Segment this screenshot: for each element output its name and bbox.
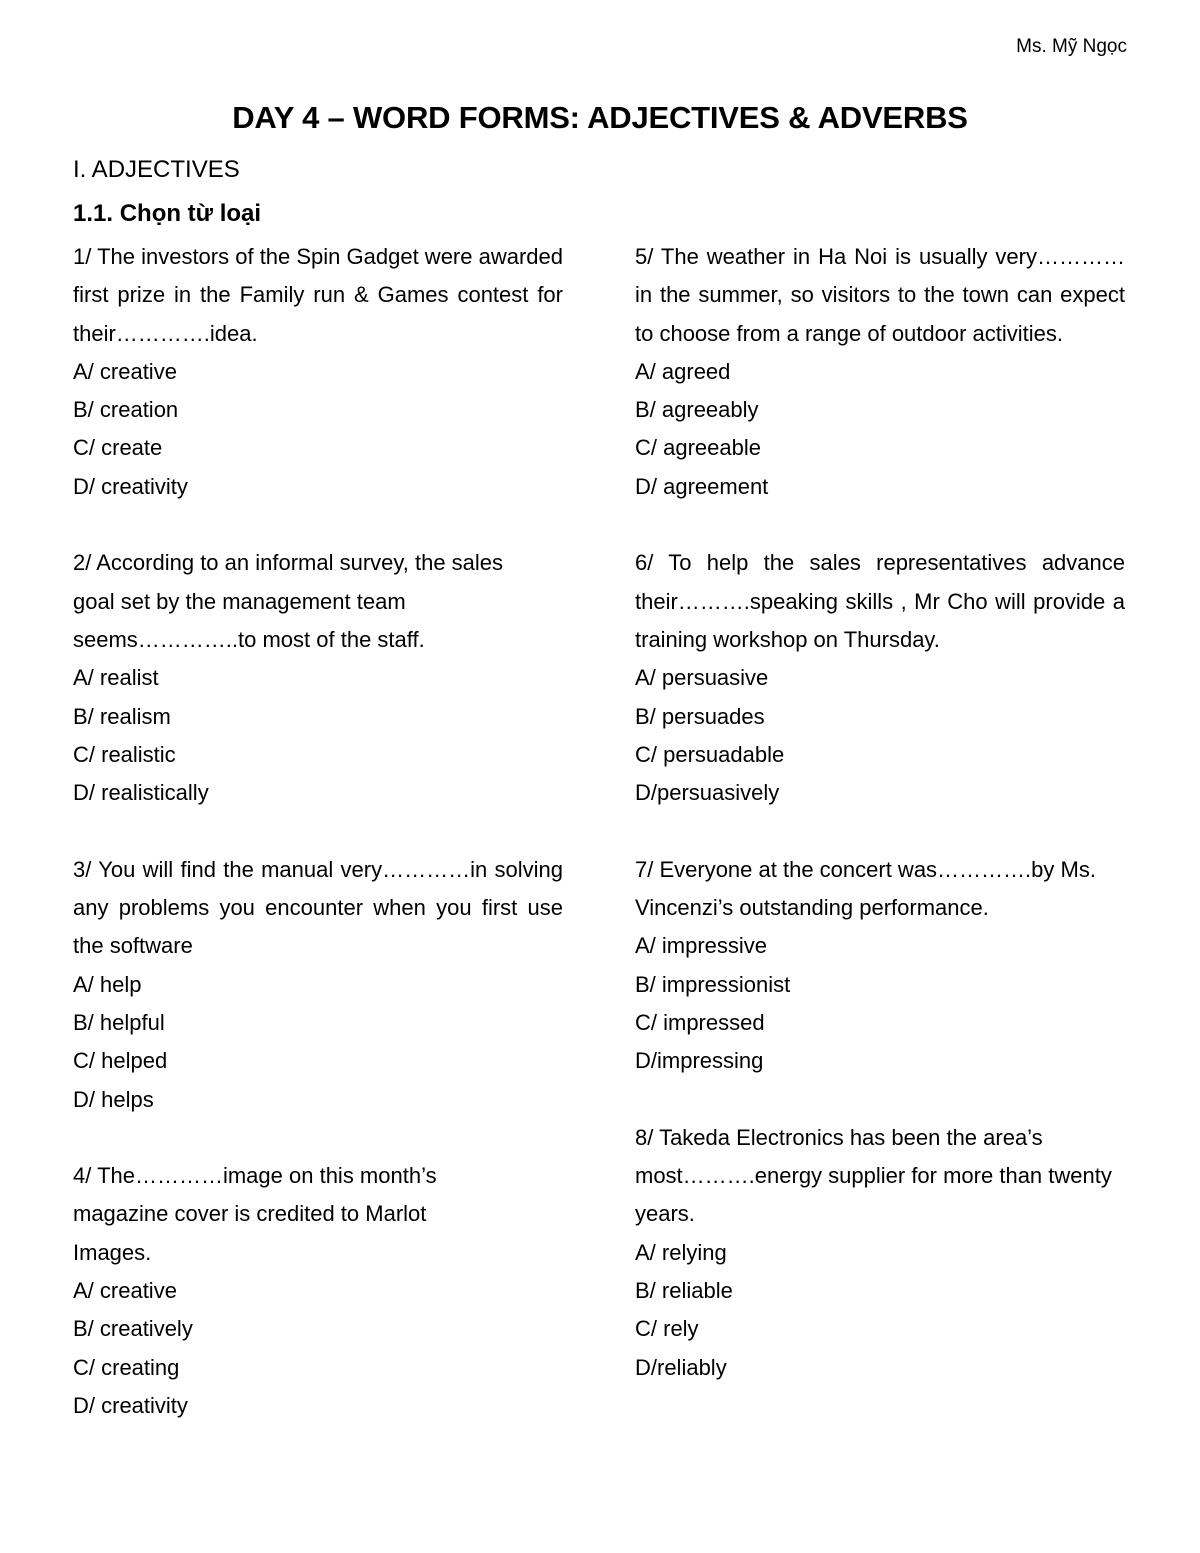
question-text: 8/ Takeda Electronics has been the area’s most……….energy supplier for more than twenty years. <box>635 1124 1112 1227</box>
option-c: C/ persuadable <box>635 741 785 767</box>
option-a: A/ creative <box>73 358 177 384</box>
option-d: D/persuasively <box>635 780 780 806</box>
right-column <box>635 238 1125 1387</box>
option-b: B/ creation <box>73 397 179 423</box>
option-c: C/ creating <box>73 1354 180 1380</box>
option-d: D/ agreement <box>635 473 769 499</box>
question-5 <box>635 238 1125 506</box>
option-b: B/ reliable <box>635 1278 733 1304</box>
question-text: 1/ The investors of the Spin Gadget were awarded first prize in the Family run & Games contest for their………….idea. <box>73 244 563 346</box>
option-b: B/ persuades <box>635 703 765 729</box>
option-a: A/ agreed <box>635 358 731 384</box>
question-text: 3/ You will find the manual very…………in solving any problems you encounter when you first use the software <box>73 856 563 959</box>
option-a: A/ help <box>73 971 142 997</box>
option-c: C/ impressed <box>635 1009 765 1035</box>
subsection-heading: 1.1. Chọn từ loại <box>73 200 262 227</box>
option-b: B/ agreeably <box>635 397 759 423</box>
question-text: 6/ To help the sales representatives advance their……….speaking skills , Mr Cho will provide a training workshop on Thursday. <box>635 550 1125 652</box>
option-c: C/ realistic <box>73 741 176 767</box>
question-8 <box>635 1119 1125 1387</box>
option-d: D/ realistically <box>73 780 209 806</box>
option-a: A/ relying <box>635 1239 727 1265</box>
option-b: B/ creatively <box>73 1316 193 1342</box>
question-text: 2/ According to an informal survey, the sales goal set by the management team seems…………..to most of the staff. <box>73 550 504 652</box>
option-a: A/ realist <box>73 665 159 691</box>
option-d: D/ helps <box>73 1086 154 1112</box>
question-text: 7/ Everyone at the concert was………….by Ms. Vincenzi’s outstanding performance. <box>635 856 1096 921</box>
option-d: D/impressing <box>635 1048 764 1074</box>
question-1 <box>73 238 563 506</box>
option-a: A/ impressive <box>635 933 768 959</box>
option-a: A/ creative <box>73 1278 177 1304</box>
option-c: C/ agreeable <box>635 435 761 461</box>
left-column <box>73 238 563 1425</box>
question-text: 5/ The weather in Ha Noi is usually very…………in the summer, so visitors to the town can expect to choose from a range of outdoor activities. <box>635 244 1125 346</box>
option-c: C/ rely <box>635 1316 699 1342</box>
section-heading: I. ADJECTIVES <box>73 156 240 183</box>
question-text: 4/ The…………image on this month’s magazine cover is credited to Marlot Images. <box>73 1163 437 1265</box>
option-c: C/ helped <box>73 1048 168 1074</box>
question-6 <box>635 544 1125 812</box>
option-b: B/ impressionist <box>635 971 791 997</box>
page-header-author: Ms. Mỹ Ngọc <box>1016 36 1127 57</box>
option-d: D/ creativity <box>73 473 188 499</box>
question-7 <box>635 851 1125 1081</box>
option-a: A/ persuasive <box>635 665 769 691</box>
option-d: D/reliably <box>635 1354 727 1380</box>
option-b: B/ helpful <box>73 1009 165 1035</box>
page-title: DAY 4 – WORD FORMS: ADJECTIVES & ADVERBS <box>232 100 968 135</box>
question-3 <box>73 851 563 1119</box>
option-d: D/ creativity <box>73 1392 188 1418</box>
question-2 <box>73 544 563 812</box>
option-c: C/ create <box>73 435 163 461</box>
question-4 <box>73 1157 563 1425</box>
option-b: B/ realism <box>73 703 171 729</box>
